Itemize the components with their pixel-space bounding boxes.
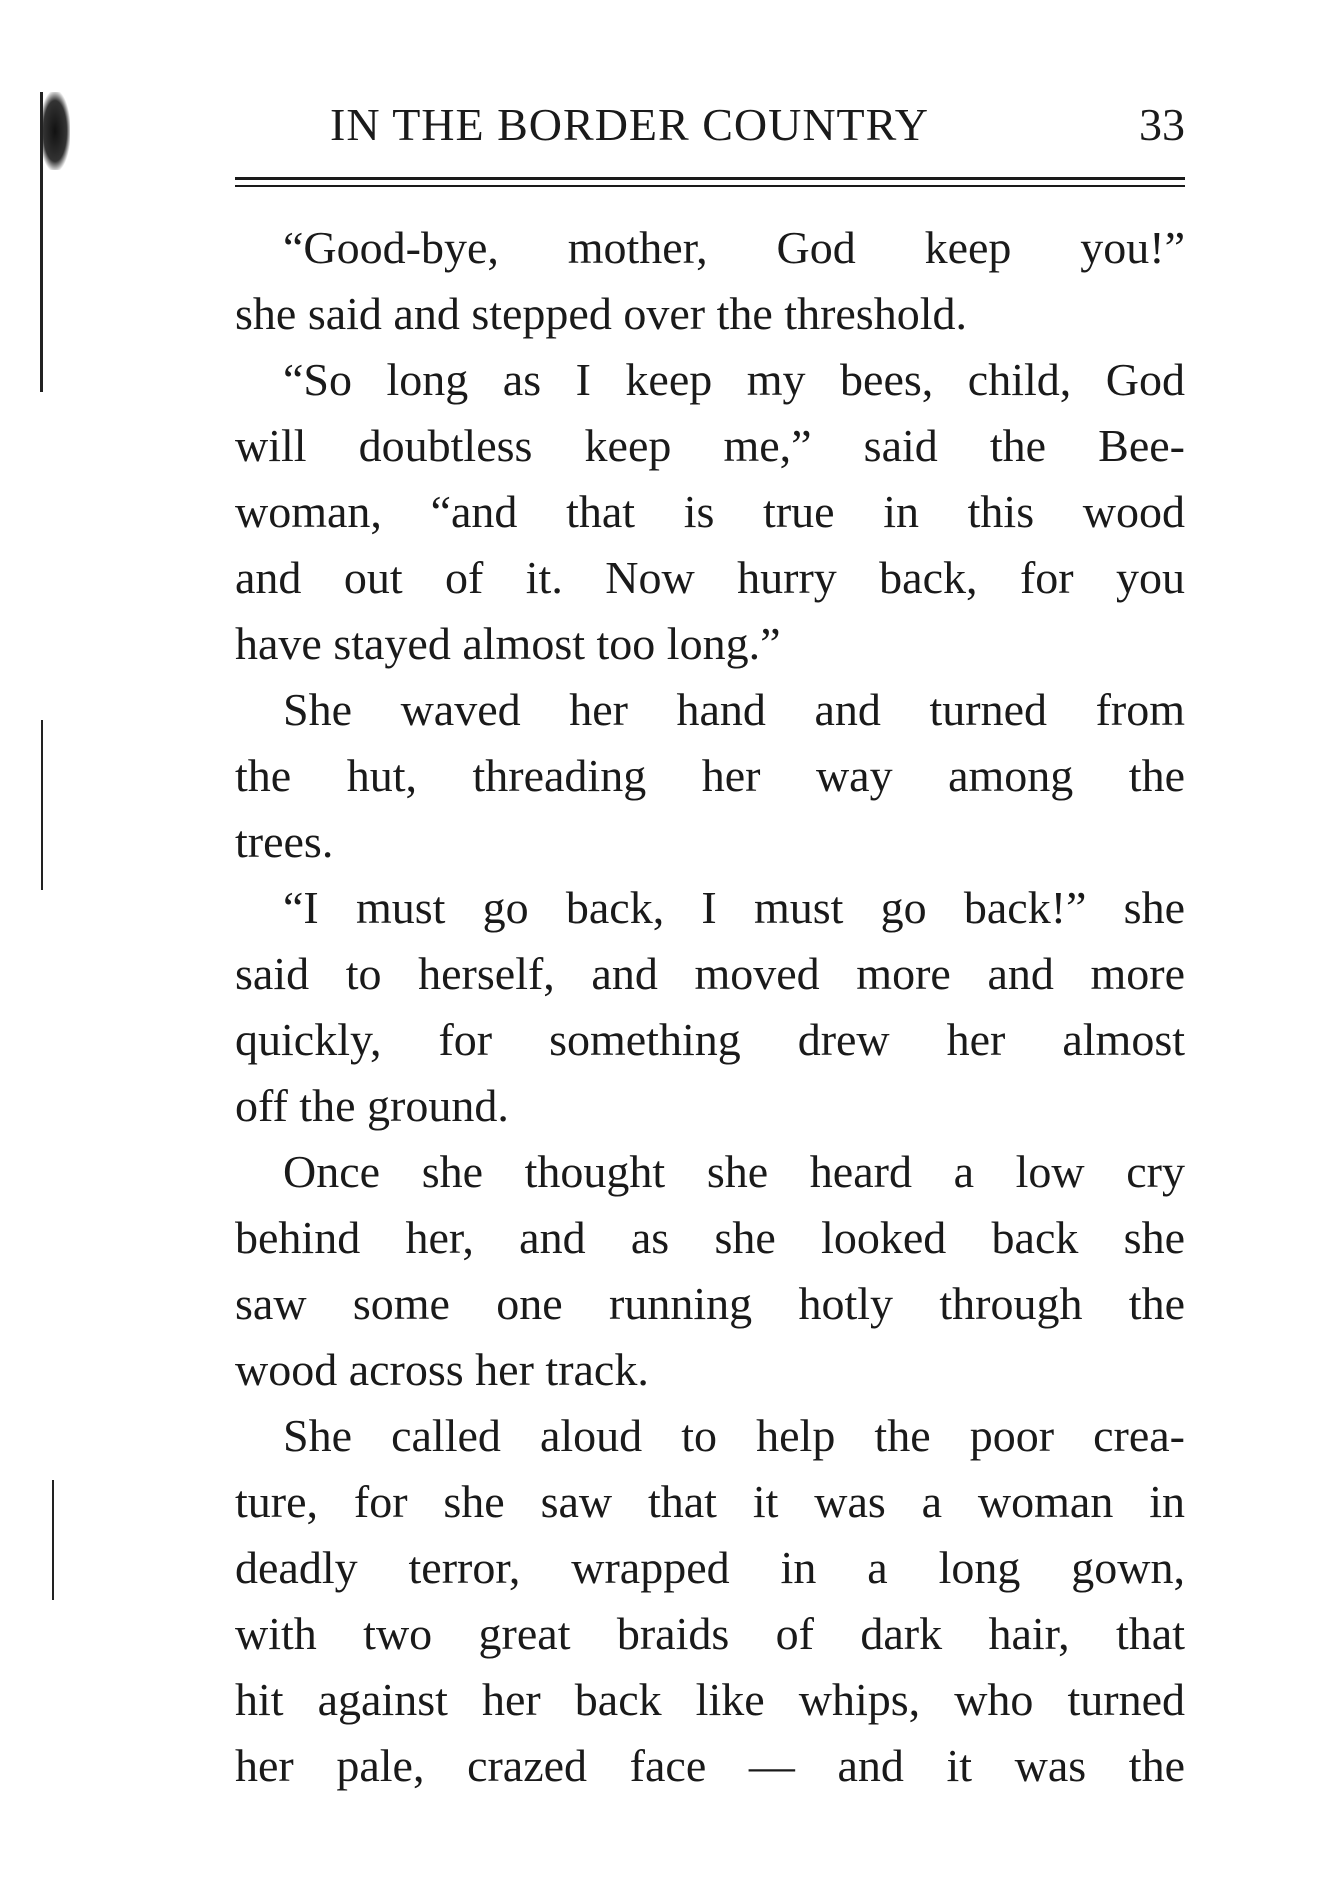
page-number: 33 — [1139, 99, 1185, 150]
text-line: wood across her track. — [235, 1344, 649, 1395]
text-line: said to herself, and moved more and more — [235, 948, 1185, 999]
text-line: “Good-bye, mother, God keep you!” — [283, 222, 1185, 273]
text-line: trees. — [235, 816, 334, 867]
scan-edge-line — [41, 720, 43, 890]
text-line: the hut, threading her way among the — [235, 750, 1185, 801]
text-line: saw some one running hotly through the — [235, 1278, 1185, 1329]
text-line: Once she thought she heard a low cry — [283, 1146, 1185, 1197]
running-head — [235, 98, 1185, 168]
text-line: her pale, crazed face — and it was the — [235, 1740, 1185, 1791]
running-title: IN THE BORDER COUNTRY — [330, 99, 930, 150]
text-line: have stayed almost too long.” — [235, 618, 781, 669]
text-line: hit against her back like whips, who turned — [235, 1674, 1185, 1725]
body-text — [235, 215, 1185, 1799]
header-rule — [235, 177, 1185, 180]
text-line: “I must go back, I must go back!” she — [283, 882, 1185, 933]
text-line: She waved her hand and turned from — [283, 684, 1185, 735]
scan-edge-line — [52, 1480, 54, 1600]
text-line: will doubtless keep me,” said the Bee- — [235, 420, 1185, 471]
scan-edge-line — [40, 92, 43, 392]
text-line: she said and stepped over the threshold. — [235, 288, 967, 339]
text-line: with two great braids of dark hair, that — [235, 1608, 1185, 1659]
header-rule — [235, 185, 1185, 187]
text-line: deadly terror, wrapped in a long gown, — [235, 1542, 1185, 1593]
scan-blot — [40, 92, 70, 170]
text-line: “So long as I keep my bees, child, God — [283, 354, 1185, 405]
text-line: quickly, for something drew her almost — [235, 1014, 1185, 1065]
text-line: off the ground. — [235, 1080, 509, 1131]
text-line: behind her, and as she looked back she — [235, 1212, 1185, 1263]
text-line: woman, “and that is true in this wood — [235, 486, 1185, 537]
text-line: ture, for she saw that it was a woman in — [235, 1476, 1185, 1527]
text-line: and out of it. Now hurry back, for you — [235, 552, 1185, 603]
text-line: She called aloud to help the poor crea- — [283, 1410, 1185, 1461]
